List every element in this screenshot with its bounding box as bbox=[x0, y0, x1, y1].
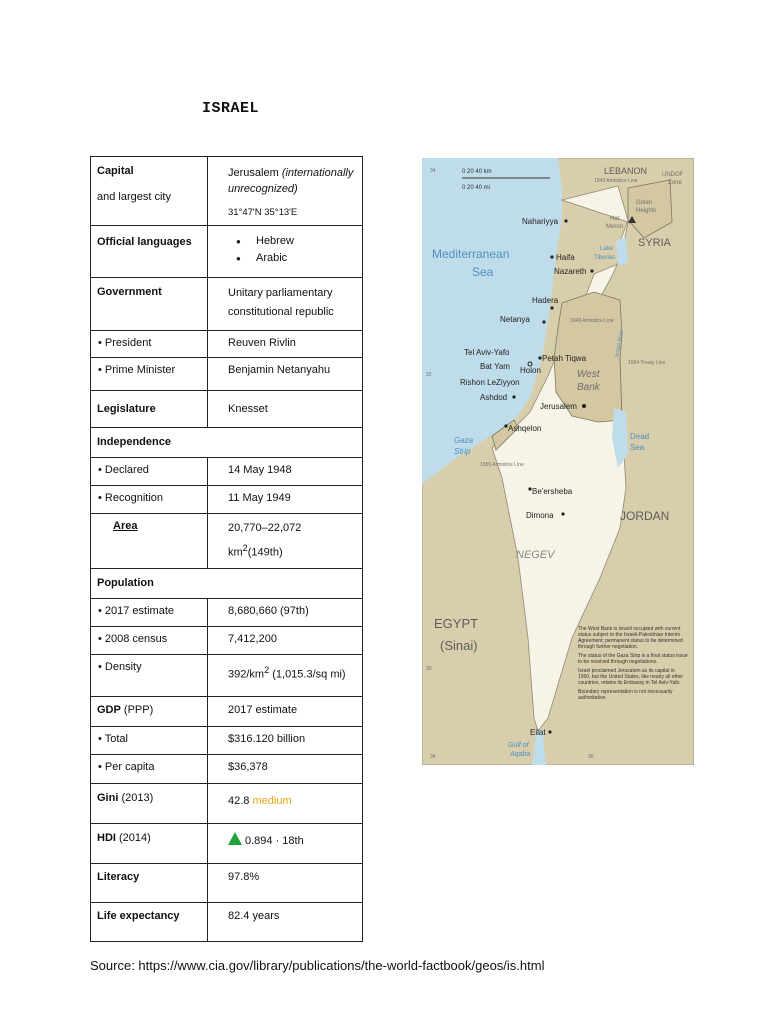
infobox-table bbox=[90, 156, 363, 942]
capital-note: (internationally unrecognized) bbox=[228, 167, 354, 195]
official-languages-key: Official languages bbox=[91, 226, 208, 278]
lat-32-left: 32 bbox=[426, 372, 432, 378]
gdp-per-capita-key: • Per capita bbox=[91, 755, 208, 784]
gdp-value[interactable]: 2017 estimate bbox=[208, 697, 363, 727]
city-dot bbox=[538, 356, 541, 359]
government-key: Government bbox=[91, 278, 208, 331]
area-value: 20,770–22,072 km bbox=[228, 522, 302, 559]
city-dot bbox=[512, 395, 515, 398]
city-rishon: Rishon LeZiyyon bbox=[460, 378, 520, 387]
prime-minister-key: • Prime Minister bbox=[91, 358, 208, 391]
census-2008-value[interactable]: 7,412,200 bbox=[208, 627, 363, 655]
lon-34-bottom: 34 bbox=[430, 754, 436, 760]
lon-36-bottom: 36 bbox=[588, 754, 594, 760]
gini-value[interactable]: 42.8 bbox=[228, 795, 250, 807]
city-tel-aviv: Tel Aviv-Yafo bbox=[464, 348, 510, 357]
density-superscript: 2 bbox=[264, 665, 270, 675]
row-density bbox=[91, 655, 363, 697]
row-recognition bbox=[91, 486, 363, 514]
label-jordan-river: Jordan River bbox=[614, 329, 625, 359]
map-note-gaza: The status of the Gaza Strip is a final status issue to be resolved through negotiations. bbox=[578, 653, 688, 665]
city-dot bbox=[561, 512, 564, 515]
label-gaza: Gaza bbox=[454, 436, 474, 445]
density-value-rest: (1,015.3/sq mi) bbox=[269, 668, 346, 681]
population-key: Population bbox=[91, 569, 363, 599]
city-dot bbox=[542, 320, 545, 323]
label-gulf-of: Gulf of bbox=[508, 742, 529, 749]
label-undof: UNDOF bbox=[662, 172, 684, 178]
area-superscript: 2 bbox=[242, 543, 248, 553]
row-life-expectancy bbox=[91, 903, 363, 942]
gdp-per-capita-value[interactable]: $36,378 bbox=[208, 755, 363, 784]
city-haifa: Haifa bbox=[556, 253, 575, 262]
city-eilat: Eilat bbox=[530, 728, 546, 737]
hdi-value[interactable]: 0.894 · 18th bbox=[245, 835, 304, 847]
row-legislature bbox=[91, 391, 363, 428]
scale-mi: 0 20 40 mi bbox=[462, 185, 491, 191]
city-petah-tiqwa: Petah Tiqwa bbox=[542, 354, 587, 363]
estimate-2017-key: • 2017 estimate bbox=[91, 599, 208, 627]
row-area bbox=[91, 514, 363, 569]
label-har: Har bbox=[610, 216, 620, 222]
row-president bbox=[91, 331, 363, 358]
label-west: West bbox=[577, 369, 600, 380]
label-lake: Lake bbox=[600, 246, 614, 252]
city-dot bbox=[564, 219, 567, 222]
page-title: ISRAEL bbox=[202, 100, 260, 117]
label-sinai: (Sinai) bbox=[440, 638, 478, 653]
city-dot bbox=[550, 255, 553, 258]
gdp-key: GDP bbox=[97, 704, 121, 716]
label-armistice-1949-b: 1949 Armistice Line bbox=[570, 318, 614, 324]
row-gdp-per-capita bbox=[91, 755, 363, 784]
label-syria: SYRIA bbox=[638, 237, 672, 249]
map-note-west-bank: The West Bank is Israeli occupied with current status subject to the Israeli-Palestinian Interim Agreement; permanent status to be determined through further negotiation. bbox=[578, 626, 683, 650]
scale-km: 0 20 40 km bbox=[462, 169, 492, 175]
city-holon: Holon bbox=[520, 366, 541, 375]
label-zone: Zone bbox=[668, 180, 682, 186]
row-declared bbox=[91, 458, 363, 486]
map-note-jerusalem: Israel proclaimed Jerusalem as its capital in 1950, but the United States, like nearly all other countries, retains its Embassy in Tel Aviv-Yafo. bbox=[578, 668, 684, 686]
label-mediterranean: Mediterranean bbox=[432, 247, 510, 261]
language-item[interactable]: ● Hebrew bbox=[256, 233, 356, 250]
capital-value[interactable]: Jerusalem bbox=[228, 167, 279, 179]
label-armistice-1950: 1950 Armistice Line bbox=[480, 462, 524, 468]
city-dot bbox=[548, 730, 551, 733]
row-capital bbox=[91, 157, 363, 226]
government-value[interactable]: Unitary parliamentary constitutional republic bbox=[208, 278, 363, 331]
estimate-2017-value[interactable]: 8,680,660 (97th) bbox=[208, 599, 363, 627]
label-dead: Dead bbox=[630, 432, 650, 441]
capital-key-sub: and largest city bbox=[97, 191, 171, 203]
row-population bbox=[91, 569, 363, 599]
lat-30-left: 30 bbox=[426, 666, 432, 672]
city-ashqelon: Ashqelon bbox=[508, 424, 542, 433]
city-nazareth: Nazareth bbox=[554, 267, 587, 276]
gdp-total-key: • Total bbox=[91, 727, 208, 755]
map-note-boundary: Boundary representation is not necessarily authoritative. bbox=[578, 689, 673, 701]
row-independence bbox=[91, 428, 363, 458]
row-prime-minister bbox=[91, 358, 363, 391]
city-dot bbox=[528, 487, 531, 490]
label-treaty-1994: 1994 Treaty Line bbox=[628, 360, 666, 366]
label-jordan: JORDAN bbox=[620, 509, 670, 523]
lon-34-top: 34 bbox=[430, 168, 436, 174]
capital-star-icon bbox=[582, 404, 586, 408]
city-netanya: Netanya bbox=[500, 315, 530, 324]
label-golan: Golan bbox=[636, 200, 653, 206]
israel-map bbox=[422, 158, 694, 765]
literacy-key: Literacy bbox=[91, 864, 208, 903]
gini-year: (2013) bbox=[118, 792, 154, 804]
legislature-key: Legislature bbox=[91, 391, 208, 428]
languages-list bbox=[214, 233, 356, 267]
label-egypt: EGYPT bbox=[434, 616, 479, 631]
row-literacy bbox=[91, 864, 363, 903]
city-ashdod: Ashdod bbox=[480, 393, 508, 402]
density-value: 392/km bbox=[228, 668, 265, 681]
label-aqaba: Aqaba bbox=[510, 751, 531, 758]
city-hadera: Hadera bbox=[532, 296, 559, 305]
capital-key: Capital bbox=[97, 165, 134, 177]
label-strip: Strip bbox=[454, 447, 471, 456]
row-gdp bbox=[91, 697, 363, 727]
gini-key: Gini bbox=[97, 792, 119, 804]
life-expectancy-key: Life expectancy bbox=[91, 903, 208, 942]
source-citation[interactable]: Source: https://www.cia.gov/library/publications/the-world-factbook/geos/is.html bbox=[90, 958, 545, 973]
census-2008-key: • 2008 census bbox=[91, 627, 208, 655]
lake-tiberias bbox=[616, 238, 628, 266]
row-government bbox=[91, 278, 363, 331]
gdp-total-value[interactable]: $316.120 billion bbox=[208, 727, 363, 755]
president-key: • President bbox=[91, 331, 208, 358]
label-negev: NEGEV bbox=[516, 549, 555, 561]
city-nahariyya: Nahariyya bbox=[522, 217, 559, 226]
president-value[interactable]: Reuven Rivlin bbox=[208, 331, 363, 358]
gdp-key-paren: (PPP) bbox=[120, 704, 154, 716]
prime-minister-value[interactable]: Benjamin Netanyahu bbox=[208, 358, 363, 391]
capital-coordinates[interactable]: 31°47′N 35°13′E bbox=[228, 207, 298, 218]
city-dimona: Dimona bbox=[526, 511, 554, 520]
label-sea: Sea bbox=[472, 265, 494, 279]
gini-level: medium bbox=[252, 795, 292, 807]
row-gdp-total bbox=[91, 727, 363, 755]
declared-key: • Declared bbox=[91, 458, 208, 486]
label-bank: Bank bbox=[577, 382, 600, 393]
life-expectancy-value[interactable]: 82.4 years bbox=[208, 903, 363, 942]
density-key: • Density bbox=[91, 655, 208, 697]
recognition-key: • Recognition bbox=[91, 486, 208, 514]
declared-value[interactable]: 14 May 1948 bbox=[208, 458, 363, 486]
independence-key: Independence bbox=[91, 428, 363, 458]
label-heights: Heights bbox=[636, 208, 657, 214]
city-dot bbox=[504, 424, 507, 427]
area-rank: (149th) bbox=[247, 546, 283, 559]
map-notes bbox=[578, 626, 688, 760]
city-dot bbox=[550, 306, 553, 309]
row-gini bbox=[91, 784, 363, 824]
legislature-value[interactable]: Knesset bbox=[208, 391, 363, 428]
area-link[interactable]: Area bbox=[113, 520, 138, 532]
label-tiberias: Tiberias bbox=[594, 255, 616, 261]
row-2008-census bbox=[91, 627, 363, 655]
recognition-value[interactable]: 11 May 1949 bbox=[208, 486, 363, 514]
literacy-value[interactable]: 97.8% bbox=[208, 864, 363, 903]
row-languages bbox=[91, 226, 363, 278]
row-2017-estimate bbox=[91, 599, 363, 627]
hdi-key: HDI bbox=[97, 832, 116, 844]
row-hdi bbox=[91, 824, 363, 864]
city-beersheba: Be'ersheba bbox=[532, 487, 573, 496]
label-armistice-1949: 1949 Armistice Line bbox=[594, 178, 638, 184]
label-lebanon: LEBANON bbox=[604, 166, 648, 176]
city-dot bbox=[590, 269, 593, 272]
label-meron: Meron bbox=[606, 224, 624, 230]
hdi-year: (2014) bbox=[115, 832, 151, 844]
city-jerusalem: Jerusalem bbox=[540, 402, 577, 411]
label-dead-sea: Sea bbox=[630, 443, 645, 452]
increase-triangle-icon bbox=[228, 832, 242, 845]
language-item[interactable]: ● Arabic bbox=[256, 250, 356, 267]
city-bat-yam: Bat Yam bbox=[480, 362, 510, 371]
